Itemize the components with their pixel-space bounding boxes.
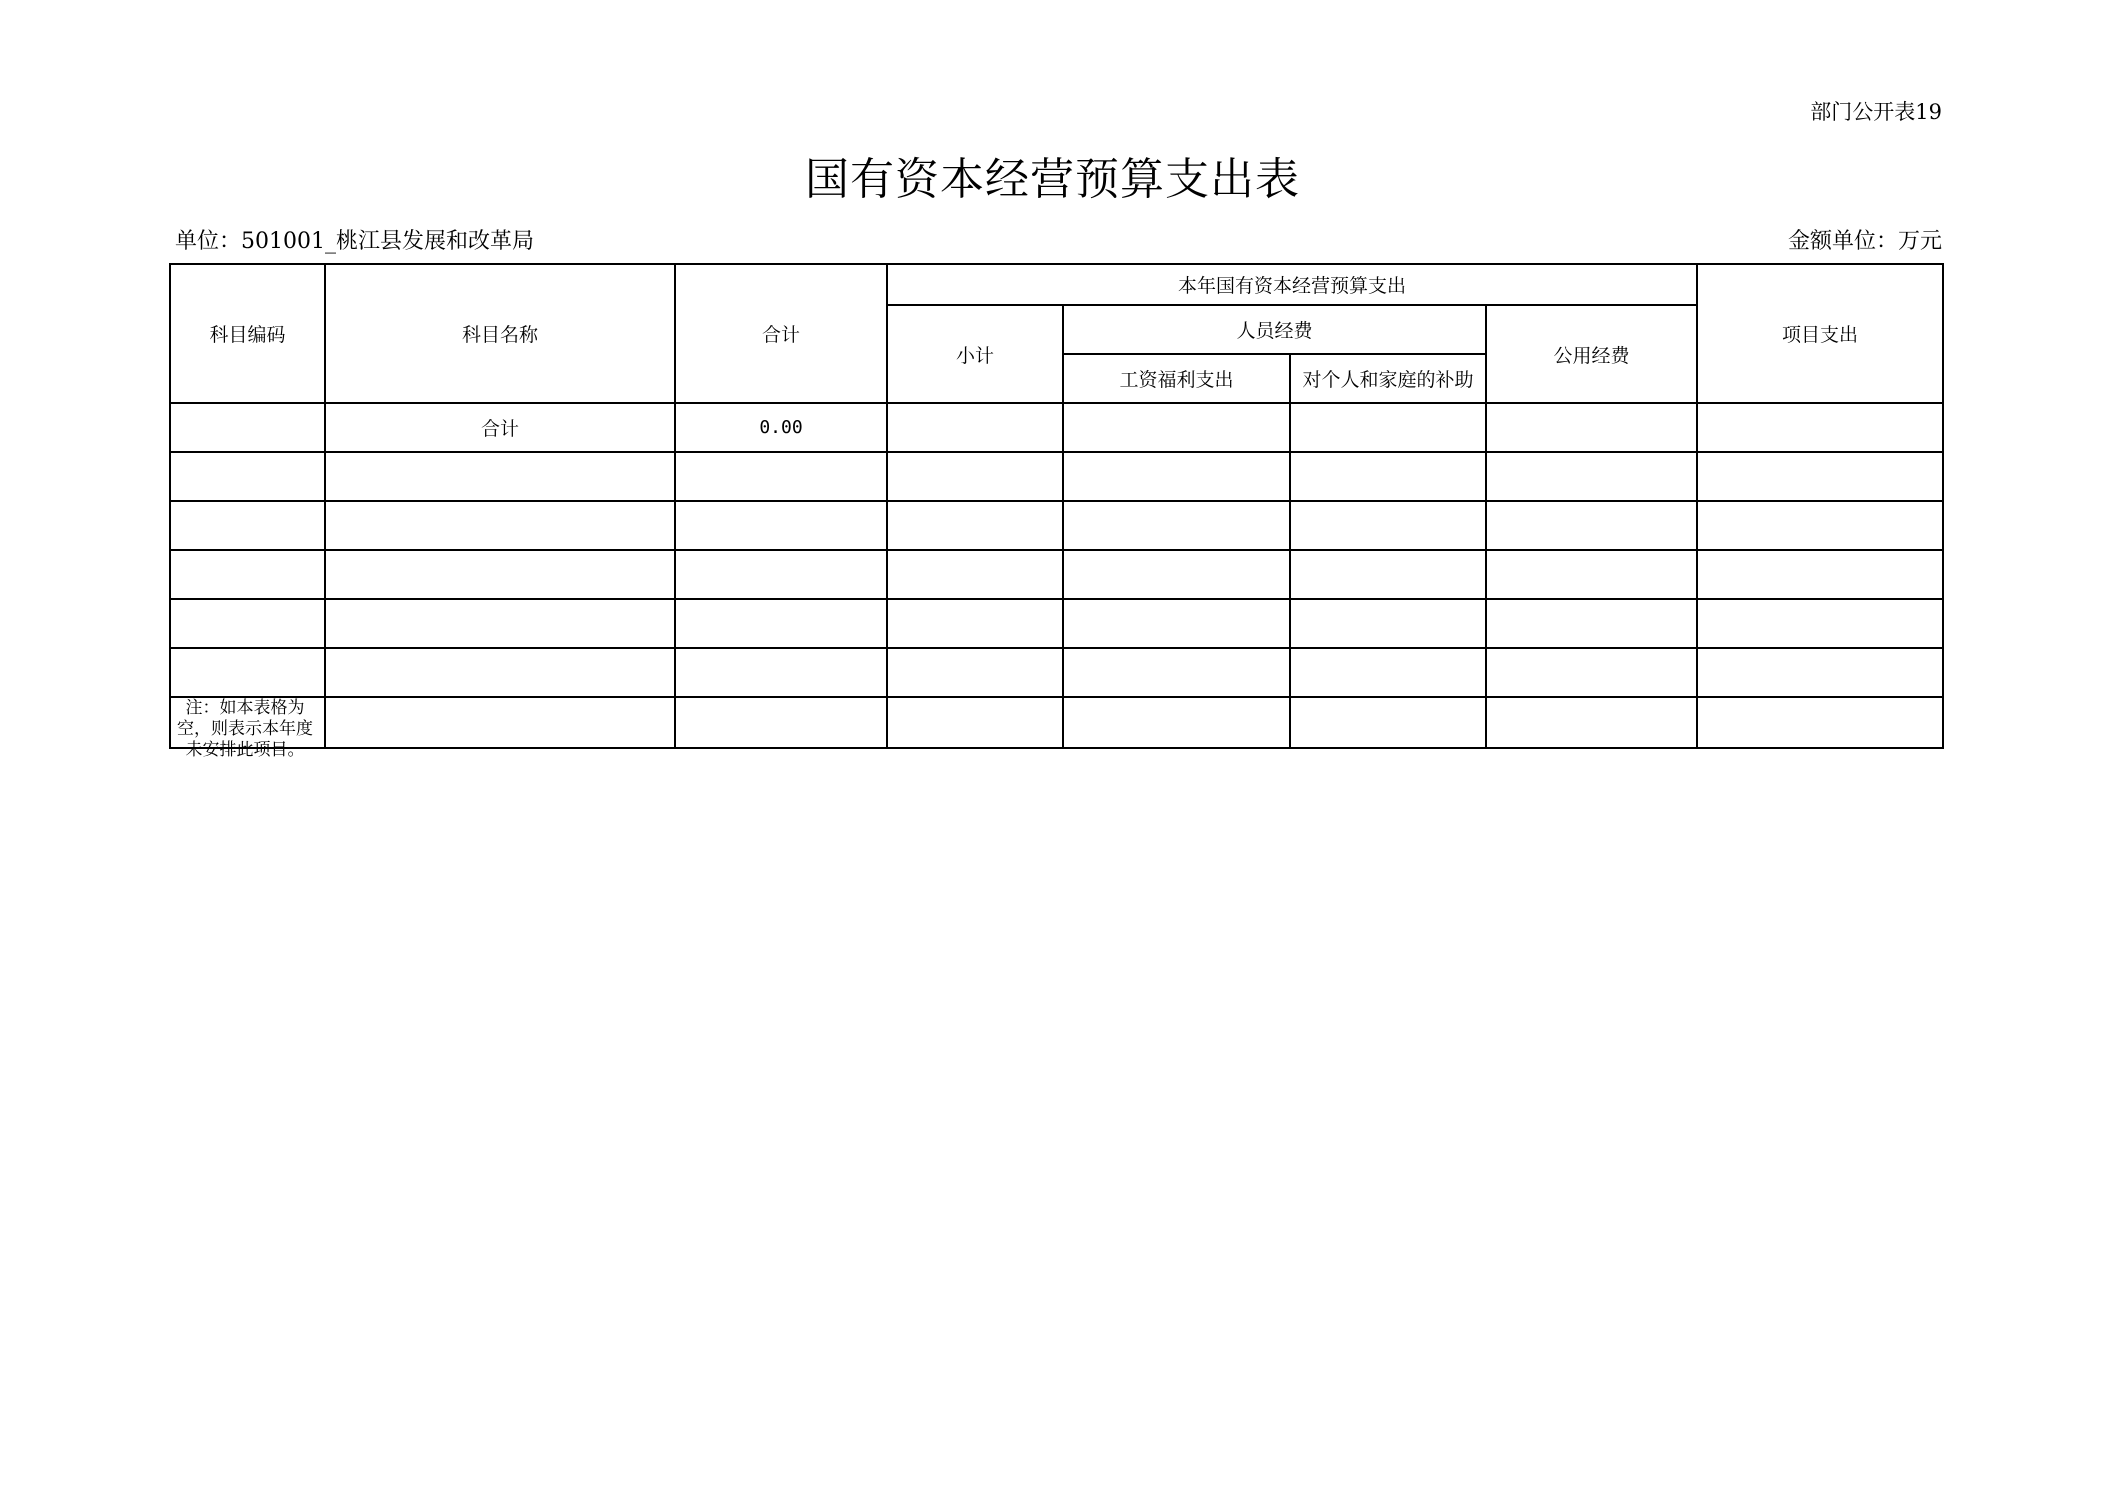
cell-code [170,452,325,501]
cell-public [1486,697,1697,748]
cell-wages [1063,501,1290,550]
table-row [170,452,1943,501]
cell-code [170,550,325,599]
table-row [170,501,1943,550]
cell-public [1486,452,1697,501]
cell-project [1697,697,1943,748]
cell-name [325,501,675,550]
cell-project [1697,550,1943,599]
cell-wages [1063,648,1290,697]
cell-total [675,648,887,697]
cell-public [1486,599,1697,648]
cell-subtotal [887,501,1063,550]
page-title: 国有资本经营预算支出表 [805,154,1300,205]
table-row [170,599,1943,648]
cell-subtotal [887,550,1063,599]
cell-name [325,550,675,599]
cell-name [325,452,675,501]
cell-public [1486,550,1697,599]
cell-subtotal [887,452,1063,501]
table-note: 注：如本表格为空，则表示本年度未安排此项目。 [177,698,313,760]
header-wages-welfare: 工资福利支出 [1063,354,1290,403]
cell-subsidy [1290,403,1486,452]
cell-total [675,550,887,599]
cell-subtotal [887,697,1063,748]
budget-table [169,263,1944,760]
cell-public [1486,501,1697,550]
cell-note [170,697,325,760]
cell-name [325,697,675,748]
cell-subtotal [887,648,1063,697]
cell-subsidy [1290,452,1486,501]
cell-project [1697,403,1943,452]
cell-wages [1063,550,1290,599]
header-total: 合计 [675,264,887,403]
cell-subsidy [1290,648,1486,697]
header-personnel-group: 人员经费 [1063,305,1486,354]
cell-total: 0.00 [675,403,887,452]
cell-subtotal [887,403,1063,452]
cell-subsidy [1290,501,1486,550]
cell-code [170,501,325,550]
cell-subsidy [1290,550,1486,599]
cell-subsidy [1290,697,1486,748]
cell-project [1697,648,1943,697]
cell-public [1486,403,1697,452]
cell-wages [1063,599,1290,648]
table-row-total [170,403,1943,452]
header-subtotal: 小计 [887,305,1063,403]
cell-total [675,697,887,748]
header-this-year-group: 本年国有资本经营预算支出 [887,264,1697,305]
cell-code [170,403,325,452]
form-number: 部门公开表19 [1810,100,1942,124]
cell-project [1697,599,1943,648]
cell-code [170,599,325,648]
cell-code [170,648,325,697]
header-project-expense: 项目支出 [1697,264,1943,403]
header-subject-name: 科目名称 [325,264,675,403]
cell-total [675,599,887,648]
header-row-1 [170,264,1943,305]
cell-public [1486,648,1697,697]
cell-name [325,648,675,697]
cell-name [325,599,675,648]
cell-subsidy [1290,599,1486,648]
header-public-expense: 公用经费 [1486,305,1697,403]
cell-project [1697,501,1943,550]
header-household-subsidy: 对个人和家庭的补助 [1290,354,1486,403]
cell-project [1697,452,1943,501]
unit-label: 单位：501001_桃江县发展和改革局 [175,229,534,254]
amount-unit-label: 金额单位：万元 [1787,229,1942,254]
cell-name: 合计 [325,403,675,452]
cell-wages [1063,697,1290,748]
header-subject-code: 科目编码 [170,264,325,403]
cell-total [675,501,887,550]
table-row [170,648,1943,697]
cell-wages [1063,452,1290,501]
cell-total [675,452,887,501]
cell-wages [1063,403,1290,452]
table-row-note [170,697,1943,748]
cell-subtotal [887,599,1063,648]
table-row [170,550,1943,599]
